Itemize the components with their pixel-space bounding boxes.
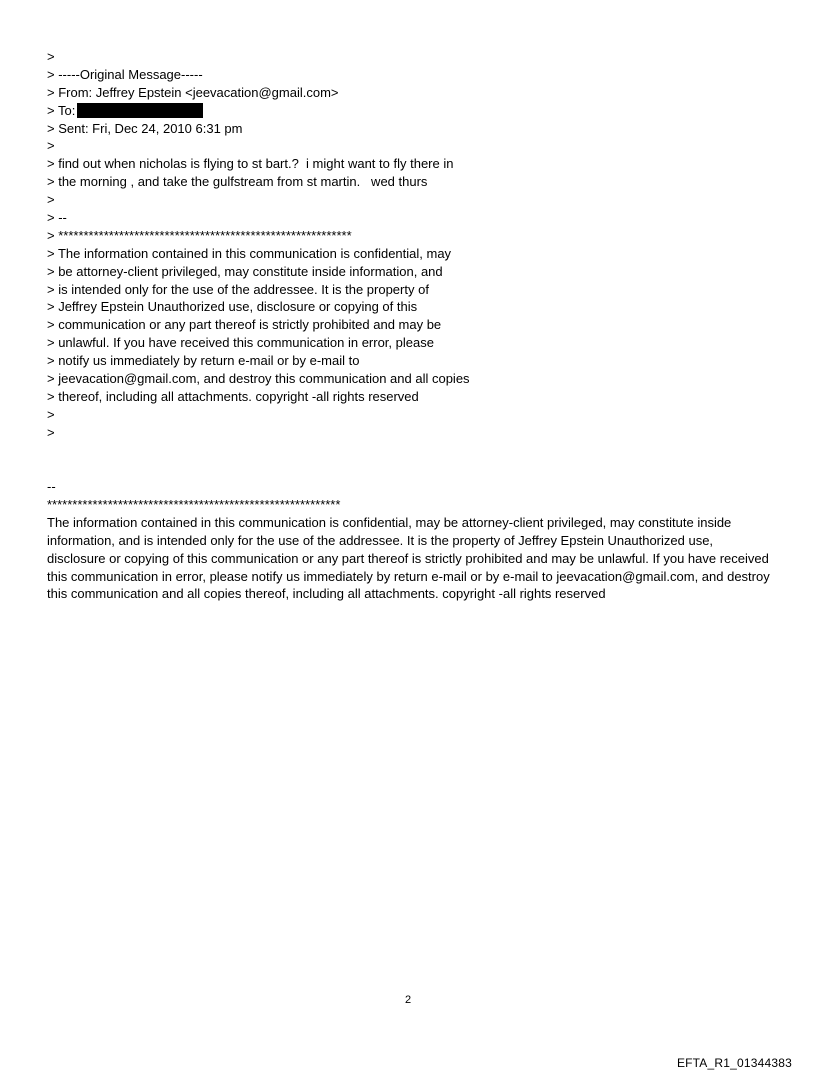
quoted-line: > [47,138,55,154]
page-number: 2 [404,994,412,1006]
quoted-disclaimer-line: > The information contained in this communication is confidential, may [47,245,452,261]
quoted-stars-line: > ********************************************************** [47,227,352,243]
original-message-header: > -----Original Message----- [47,66,203,82]
quoted-disclaimer-line: > communication or any part thereof is strictly prohibited and may be [47,317,442,333]
quoted-line: > -- [47,210,67,226]
sent-line: > Sent: Fri, Dec 24, 2010 6:31 pm [47,120,243,136]
to-line [47,102,787,120]
message-body-line: > find out when nicholas is flying to st bart.? i might want to fly there in [47,156,454,172]
quoted-line: > [47,424,55,440]
message-body-line: > the morning , and take the gulfstream from st martin. wed thurs [47,174,428,190]
quoted-disclaimer-line: > jeevacation@gmail.com, and destroy this communication and all copies [47,371,470,387]
quoted-disclaimer-line: > unlawful. If you have received this communication in error, please [47,335,434,351]
signature-dashes: -- [47,479,56,494]
quoted-message [47,48,787,442]
quoted-disclaimer-line: > Jeffrey Epstein Unauthorized use, disclosure or copying of this [47,299,418,315]
quoted-disclaimer-line: > notify us immediately by return e-mail or by e-mail to [47,353,360,369]
document-id: EFTA_R1_01344383 [676,1056,792,1070]
quoted-line: > [47,406,55,422]
from-line: > From: Jeffrey Epstein <jeevacation@gmail.com> [47,84,339,100]
to-label: > To: [47,102,76,118]
quoted-disclaimer-line: > be attorney-client privileged, may constitute inside information, and [47,263,443,279]
signature-block [47,478,775,603]
quoted-line: > [47,192,55,208]
quoted-disclaimer-line: > thereof, including all attachments. copyright -all rights reserved [47,388,419,404]
redaction-box [77,103,203,118]
quoted-line: > [47,49,55,64]
signature-stars: ********************************************************** [47,496,341,512]
quoted-disclaimer-line: > is intended only for the use of the addressee. It is the property of [47,281,429,297]
signature-disclaimer: The information contained in this communication is confidential, may be attorney-client privileged, may constitute inside information, and is intended only for the use of the addressee. It is the property of Jeffrey Epstein Unauthorized use, disclosure or copying of this communication or any part thereof is strictly prohibited and may be unlawful. If you have received this communication in error, please notify us immediately by return e-mail or by e-mail to jeevacation@gmail.com, and destroy this communication and all copies thereof, including all attachments. copyright -all rights reserved [47,514,770,602]
